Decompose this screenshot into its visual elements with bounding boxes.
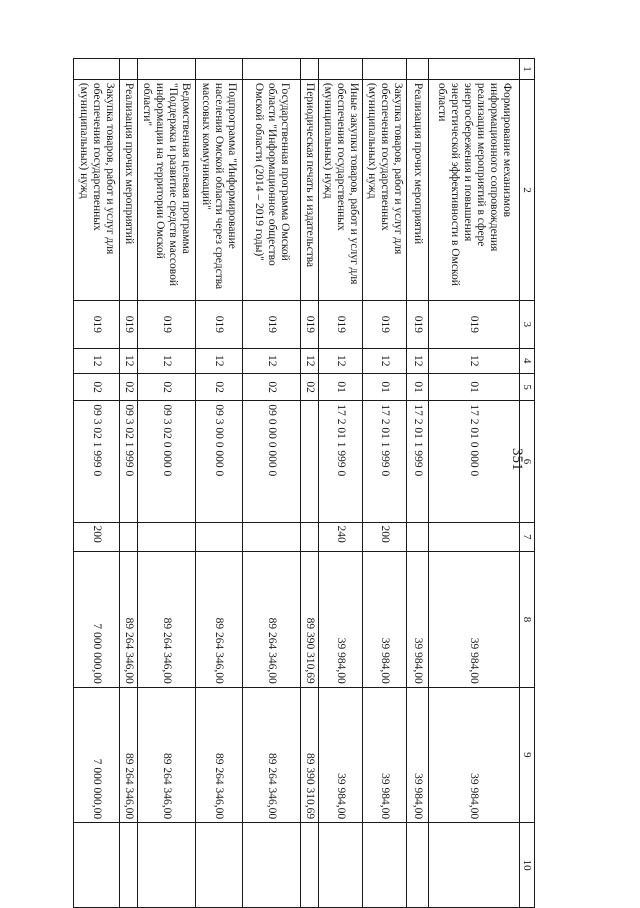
admin-code: 019 xyxy=(407,301,429,348)
expense-type xyxy=(301,522,319,552)
row-number-cell xyxy=(196,59,243,80)
amount-col-8: 39 984,00 xyxy=(363,552,407,687)
amount-col-9: 89 264 346,00 xyxy=(243,687,301,822)
amount-col-9: 39 984,00 xyxy=(363,687,407,822)
amount-col-10 xyxy=(196,823,243,908)
row-number-cell xyxy=(319,59,363,80)
subsection-code: 01 xyxy=(319,373,363,401)
amount-col-10 xyxy=(319,823,363,908)
expense-type: 200 xyxy=(363,522,407,552)
section-code: 12 xyxy=(120,348,138,373)
amount-col-8: 89 264 346,00 xyxy=(196,552,243,687)
amount-col-9: 89 264 346,00 xyxy=(138,687,196,822)
row-number-cell xyxy=(301,59,319,80)
admin-code: 019 xyxy=(120,301,138,348)
target-article xyxy=(301,401,319,522)
admin-code: 019 xyxy=(319,301,363,348)
expense-name: Реализация прочих мероприятий xyxy=(120,79,138,300)
amount-col-8: 89 264 346,00 xyxy=(243,552,301,687)
amount-col-9: 89 390 310,69 xyxy=(301,687,319,822)
table-row xyxy=(74,59,120,908)
target-article: 09 3 02 1 999 0 xyxy=(120,401,138,522)
subsection-code: 01 xyxy=(429,373,520,401)
target-article: 09 3 02 0 000 0 xyxy=(138,401,196,522)
section-code: 12 xyxy=(319,348,363,373)
table-row xyxy=(138,59,196,908)
header-row xyxy=(520,59,535,908)
amount-col-8: 39 984,00 xyxy=(407,552,429,687)
header-col-7: 7 xyxy=(520,522,535,552)
target-article: 09 3 02 1 999 0 xyxy=(74,401,120,522)
amount-col-8: 39 984,00 xyxy=(429,552,520,687)
header-col-6: 6 xyxy=(520,401,535,522)
document-page xyxy=(55,58,535,908)
section-code: 12 xyxy=(301,348,319,373)
amount-col-8: 7 000 000,00 xyxy=(74,552,120,687)
expense-name: Формирование механизмов информационного сопровождения реализации мероприятий в сфере энергосбережения и повышения энергетической эффективности в Омской области xyxy=(429,79,520,300)
subsection-code: 01 xyxy=(363,373,407,401)
admin-code: 019 xyxy=(363,301,407,348)
row-number-cell xyxy=(243,59,301,80)
target-article: 17 2 01 1 999 0 xyxy=(407,401,429,522)
amount-col-9: 7 000 000,00 xyxy=(74,687,120,822)
admin-code: 019 xyxy=(243,301,301,348)
expense-type xyxy=(429,522,520,552)
header-col-9: 9 xyxy=(520,687,535,822)
subsection-code: 02 xyxy=(138,373,196,401)
amount-col-10 xyxy=(138,823,196,908)
subsection-code: 02 xyxy=(74,373,120,401)
table-row xyxy=(407,59,429,908)
amount-col-10 xyxy=(407,823,429,908)
amount-col-10 xyxy=(74,823,120,908)
amount-col-9: 89 264 346,00 xyxy=(120,687,138,822)
target-article: 17 2 01 0 000 0 xyxy=(429,401,520,522)
row-number-cell xyxy=(407,59,429,80)
expense-name: Реализация прочих мероприятий xyxy=(407,79,429,300)
row-number-cell xyxy=(138,59,196,80)
row-number-cell xyxy=(120,59,138,80)
amount-col-8: 89 264 346,00 xyxy=(120,552,138,687)
header-col-10: 10 xyxy=(520,823,535,908)
expense-name: Иные закупки товаров, работ и услуг для обеспечения государственных (муниципальных) нужд xyxy=(319,79,363,300)
header-col-5: 5 xyxy=(520,373,535,401)
section-code: 12 xyxy=(74,348,120,373)
subsection-code: 02 xyxy=(196,373,243,401)
expense-type xyxy=(196,522,243,552)
admin-code: 019 xyxy=(196,301,243,348)
amount-col-10 xyxy=(301,823,319,908)
header-col-2: 2 xyxy=(520,79,535,300)
admin-code: 019 xyxy=(138,301,196,348)
subsection-code: 02 xyxy=(243,373,301,401)
table-row xyxy=(319,59,363,908)
amount-col-9: 89 264 346,00 xyxy=(196,687,243,822)
table-row xyxy=(429,59,520,908)
amount-col-9: 39 984,00 xyxy=(319,687,363,822)
row-number-cell xyxy=(363,59,407,80)
section-code: 12 xyxy=(196,348,243,373)
expense-name: Ведомственная целевая программа "Поддержка и развитие средств массовой информации на территории Омской области" xyxy=(138,79,196,300)
page-number: 351 xyxy=(509,448,525,471)
header-col-4: 4 xyxy=(520,348,535,373)
section-code: 12 xyxy=(138,348,196,373)
target-article: 09 3 00 0 000 0 xyxy=(196,401,243,522)
expense-type: 240 xyxy=(319,522,363,552)
expense-name: Периодическая печать и издательства xyxy=(301,79,319,300)
section-code: 12 xyxy=(407,348,429,373)
amount-col-8: 89 390 310,69 xyxy=(301,552,319,687)
expense-name: Закупка товаров, работ и услуг для обеспечения государственных (муниципальных) нужд xyxy=(363,79,407,300)
target-article: 09 0 00 0 000 0 xyxy=(243,401,301,522)
expense-type xyxy=(138,522,196,552)
budget-table xyxy=(73,58,535,908)
target-article: 17 2 01 1 999 0 xyxy=(363,401,407,522)
amount-col-9: 39 984,00 xyxy=(407,687,429,822)
admin-code: 019 xyxy=(74,301,120,348)
subsection-code: 02 xyxy=(301,373,319,401)
subsection-code: 02 xyxy=(120,373,138,401)
header-col-8: 8 xyxy=(520,552,535,687)
target-article: 17 2 01 1 999 0 xyxy=(319,401,363,522)
table-row xyxy=(363,59,407,908)
admin-code: 019 xyxy=(301,301,319,348)
expense-type xyxy=(243,522,301,552)
expense-name: Государственная программа Омской области "Информационное общество Омской области (2014 – 2019 годы)" xyxy=(243,79,301,300)
expense-name: Подпрограмма "Информирование населения Омской области через средства массовых коммуникаций" xyxy=(196,79,243,300)
table-row xyxy=(196,59,243,908)
subsection-code: 01 xyxy=(407,373,429,401)
header-col-3: 3 xyxy=(520,301,535,348)
amount-col-10 xyxy=(120,823,138,908)
amount-col-8: 89 264 346,00 xyxy=(138,552,196,687)
header-col-1: 1 xyxy=(520,59,535,80)
amount-col-10 xyxy=(363,823,407,908)
table-row xyxy=(243,59,301,908)
expense-type: 200 xyxy=(74,522,120,552)
section-code: 12 xyxy=(243,348,301,373)
section-code: 12 xyxy=(429,348,520,373)
expense-type xyxy=(407,522,429,552)
amount-col-10 xyxy=(243,823,301,908)
amount-col-9: 39 984,00 xyxy=(429,687,520,822)
row-number-cell xyxy=(74,59,120,80)
row-number-cell xyxy=(429,59,520,80)
table-row xyxy=(301,59,319,908)
expense-name: Закупка товаров, работ и услуг для обеспечения государственных (муниципальных) нужд xyxy=(74,79,120,300)
amount-col-10 xyxy=(429,823,520,908)
expense-type xyxy=(120,522,138,552)
admin-code: 019 xyxy=(429,301,520,348)
section-code: 12 xyxy=(363,348,407,373)
table-row xyxy=(120,59,138,908)
amount-col-8: 39 984,00 xyxy=(319,552,363,687)
